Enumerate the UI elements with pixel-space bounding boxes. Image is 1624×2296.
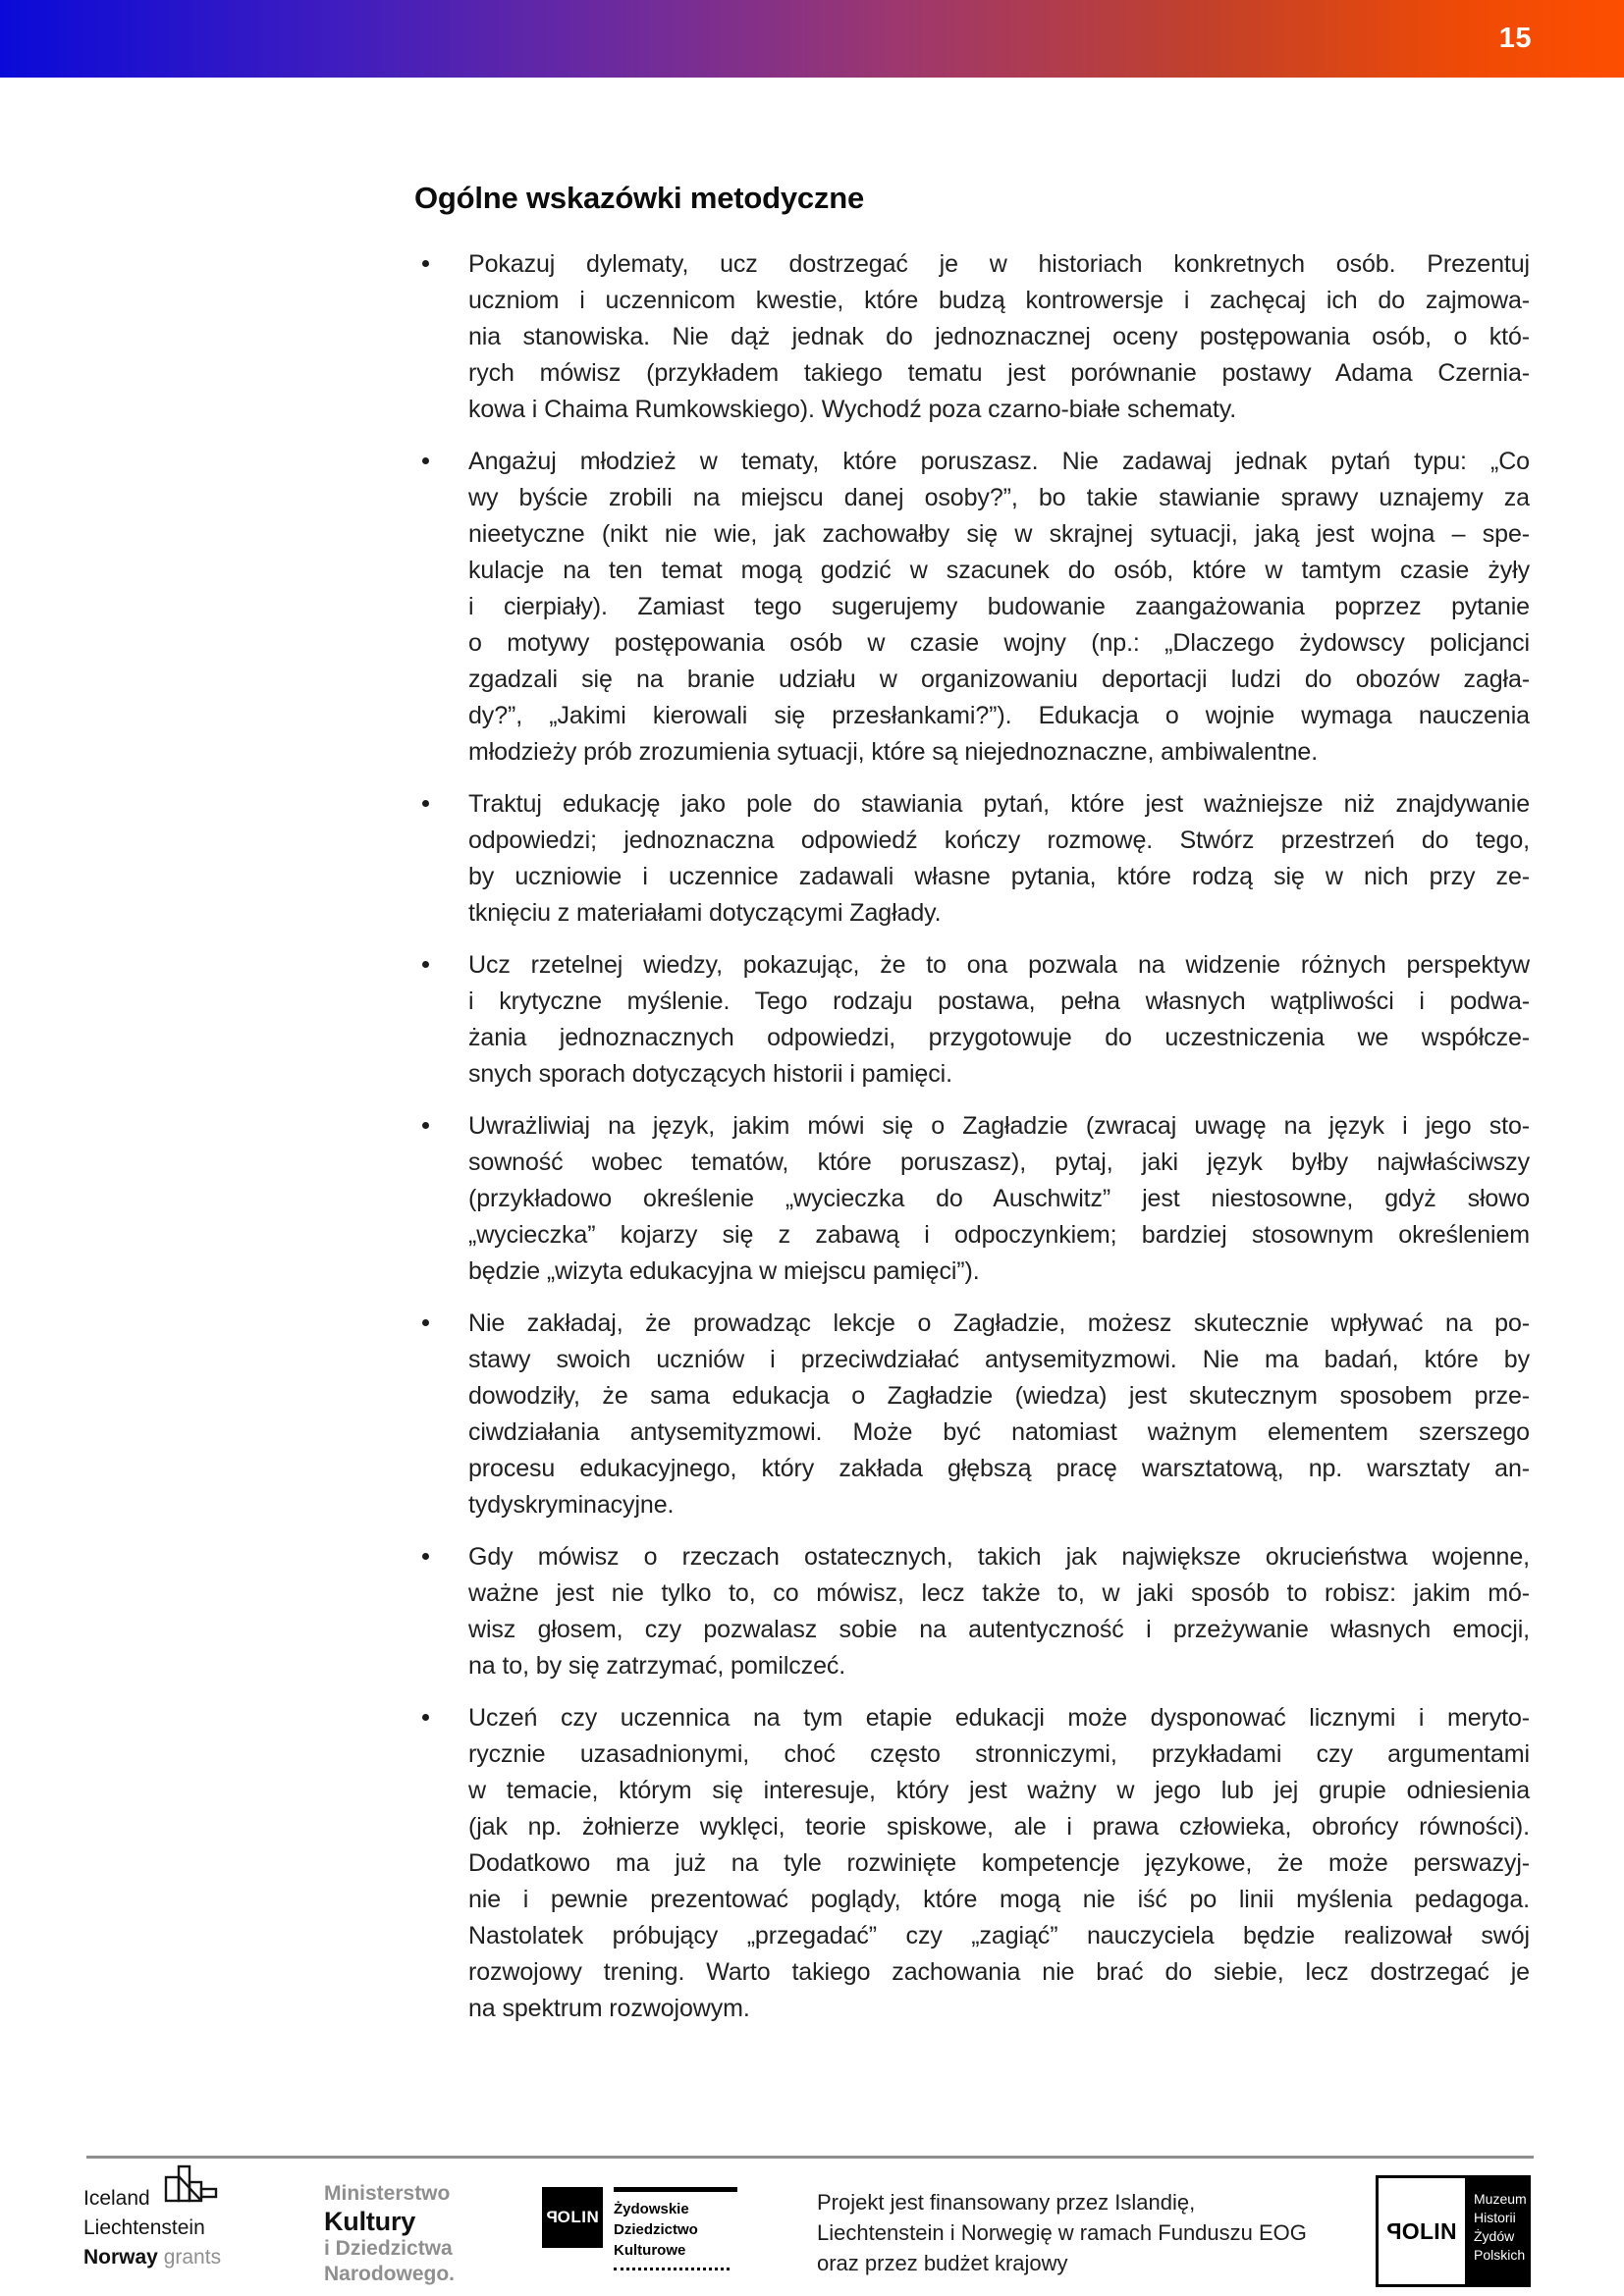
bullet-item (414, 786, 1530, 932)
bullet-text (468, 1108, 1530, 1290)
text-line: kulacje na ten temat mogą godzić w szacunek do osób, które w tamtym czasie żyły (468, 557, 1530, 584)
bullet-text (468, 1306, 1530, 1523)
bullet-item (414, 947, 1530, 1093)
text-line: o motywy postępowania osób w czasie wojny (np.: „Dlaczego żydowscy policjanci (468, 629, 1530, 657)
text-line: rycznie uzasadnionymi, choć często stronniczymi, przykładami czy argumentami (468, 1740, 1530, 1768)
flipped-letter: P (545, 2208, 558, 2226)
text-line: nia stanowiska. Nie dąż jednak do jednoznacznej oceny postępowania osób, o któ- (468, 323, 1530, 350)
bullet-dot-icon (422, 1122, 429, 1129)
bullet-item (414, 246, 1530, 428)
text-line: wisz głosem, czy pozwalasz sobie na autentyczność i przeżywanie własnych emocji, (468, 1616, 1530, 1643)
text-line: ważne jest nie tylko to, co mówisz, lecz także to, w jaki sposób to robisz: jakim mó- (468, 1579, 1530, 1607)
text-line: Projekt jest finansowany przez Islandię, (817, 2190, 1196, 2215)
text-line: na spektrum rozwojowym. (468, 1995, 750, 2022)
bullet-item (414, 1700, 1530, 2027)
ministry-line-3: i Dziedzictwa (324, 2237, 453, 2260)
text-line: młodzieży prób zrozumienia sytuacji, które są niejednoznaczne, ambiwalentne. (468, 738, 1319, 766)
text-line: rozwojowy trening. Warto takiego zachowania nie brać do siebie, lecz dostrzegać je (468, 1958, 1530, 1986)
text-line: ciwdziałania antysemityzmowi. Może być natomiast ważnym elementem szerszego (468, 1418, 1530, 1446)
text-line: i cierpiały). Zamiast tego sugerujemy budowanie zaangażowania poprzez pytanie (468, 593, 1530, 620)
text-line: kowa i Chaima Rumkowskiego). Wychodź poza czarno-białe schematy. (468, 396, 1237, 423)
heritage-dotted-line (614, 2268, 730, 2270)
eea-line-norway-grants (83, 2243, 221, 2272)
text-line: dowodziły, że sama edukacja o Zagładzie (wiedza) jest skutecznym sposobem prze- (468, 1382, 1530, 1410)
polin-square-icon: P OLIN (542, 2187, 603, 2248)
heritage-top-bar (614, 2187, 737, 2192)
museum-text-block (1465, 2178, 1528, 2284)
text-line: procesu edukacyjnego, który zakłada głębszą pracę warsztatową, np. warsztaty an- (468, 1455, 1530, 1482)
text-line: tknięciu z materiałami dotyczącymi Zagłady. (468, 899, 942, 927)
footer-divider (86, 2156, 1534, 2159)
eea-grants-logo (83, 2184, 221, 2272)
bullet-dot-icon (422, 1553, 429, 1560)
text-line: nie i pewnie prezentować poglądy, które mogą nie iść po linii myślenia pedagoga. (468, 1886, 1530, 1913)
text-line: tydyskryminacyjne. (468, 1491, 675, 1519)
text-line: uczniom i uczennicom kwestie, które budzą kontrowersje i zachęcaj ich do zajmowa- (468, 287, 1530, 314)
text-line: Muzeum (1474, 2191, 1527, 2207)
bullet-text (468, 947, 1530, 1093)
bullet-dot-icon (422, 800, 429, 807)
bullet-item (414, 1539, 1530, 1684)
text-line: nieetyczne (nikt nie wie, jak zachowałby się w skrajnej sytuacji, jaką jest wojna – spe- (468, 520, 1530, 548)
text-line: by uczniowie i uczennice zadawali własne pytania, które rodzą się w nich przy ze- (468, 863, 1530, 890)
text-line: żania jednoznacznych odpowiedzi, przygotowuje do uczestniczenia we współcze- (468, 1024, 1530, 1051)
text-line: Dodatkowo ma już na tyle rozwinięte kompetencje językowe, że może perswazyj- (468, 1849, 1530, 1877)
text-line: Gdy mówisz o rzeczach ostatecznych, takich jak największe okrucieństwa wojenne, (468, 1543, 1530, 1571)
bullet-text (468, 444, 1530, 771)
text-line: wy byście zrobili na miejscu danej osoby?”, bo takie stawianie sprawy uznajemy za (468, 484, 1530, 511)
bullet-item (414, 1306, 1530, 1523)
bullet-item (414, 1108, 1530, 1290)
text-line: (jak np. żołnierze wyklęci, teorie spiskowe, ale i prawa człowieka, obrońcy równości). (468, 1813, 1530, 1841)
text-line: Nie zakładaj, że prowadząc lekcje o Zagładzie, możesz skutecznie wpływać na po- (468, 1309, 1530, 1337)
funding-statement (817, 2187, 1307, 2278)
polin-museum-logo (1376, 2175, 1531, 2287)
text-line: na to, by się zatrzymać, pomilczeć. (468, 1652, 846, 1680)
polin-wordmark: P OLIN (1386, 2217, 1457, 2244)
text-line: dy?”, „Jakimi kierowali się przesłankami?”). Edukacja o wojnie wymaga nauczenia (468, 702, 1530, 729)
text-line: rych mówisz (przykładem takiego tematu jest porównanie postawy Adama Czernia- (468, 359, 1530, 387)
bullet-dot-icon (422, 961, 429, 968)
text-line: Traktuj edukację jako pole do stawiania pytań, które jest ważniejsze niż znajdywanie (468, 790, 1530, 818)
eea-grants-icon (164, 2164, 219, 2220)
text-line: Kulturowe (614, 2242, 686, 2259)
text-line: Historii (1474, 2210, 1516, 2225)
flipped-letter: P (1386, 2217, 1402, 2244)
ministry-line-1: Ministerstwo (324, 2182, 451, 2205)
jewish-cultural-heritage-logo (542, 2187, 737, 2270)
text-line: Pokazuj dylematy, ucz dostrzegać je w historiach konkretnych osób. Prezentuj (468, 250, 1530, 278)
bullet-item (414, 444, 1530, 771)
bullet-dot-icon (422, 260, 429, 267)
page-number: 15 (1498, 23, 1532, 54)
ministry-line-2: Kultury (324, 2207, 416, 2236)
bullet-dot-icon (422, 1714, 429, 1721)
text-line: Uwrażliwiaj na język, jakim mówi się o Zagładzie (zwracaj uwagę na język i jego sto- (468, 1112, 1530, 1140)
heritage-lines (614, 2199, 737, 2261)
text-line: Uczeń czy uczennica na tym etapie edukacji może dysponować licznymi i meryto- (468, 1704, 1530, 1732)
text-line: będzie „wizyta edukacyjna w miejscu pamięci”). (468, 1257, 980, 1285)
text-line: odpowiedzi; jednoznaczna odpowiedź kończy rozmowę. Stwórz przestrzeń do tego, (468, 827, 1530, 854)
text-line: Ucz rzetelnej wiedzy, pokazując, że to ona pozwala na widzenie różnych perspektyw (468, 951, 1530, 979)
ministry-of-culture-logo (324, 2181, 455, 2287)
text-line: snych sporach dotyczących historii i pamięci. (468, 1060, 952, 1088)
text-line: zgadzali się na branie udziału w organizowaniu deportacji ludzi do obozów zagła- (468, 666, 1530, 693)
page-title: Ogólne wskazówki metodyczne (414, 181, 864, 215)
heritage-text-column (614, 2187, 737, 2270)
eea-line-liechtenstein: Liechtenstein (83, 2216, 205, 2239)
text-line: i krytyczne myślenie. Tego rodzaju postawa, pełna własnych wątpliwości i podwa- (468, 988, 1530, 1015)
text-line: Angażuj młodzież w tematy, które poruszasz. Nie zadawaj jednak pytań typu: „Co (468, 448, 1530, 475)
text-line: Polskich (1474, 2247, 1526, 2263)
bullet-text (468, 1539, 1530, 1684)
text-line: w temacie, którym się interesuje, który jest ważny w jego lub jej grupie odniesienia (468, 1777, 1530, 1804)
text-line: „wycieczka” kojarzy się z zabawą i odpoczynkiem; bardziej stosownym określeniem (468, 1221, 1530, 1249)
text-line: Liechtenstein i Norwegię w ramach Funduszu EOG (817, 2220, 1307, 2245)
text-line: Żydów (1474, 2228, 1515, 2244)
text-line: (przykładowo określenie „wycieczka do Auschwitz” jest niestosowne, gdyż słowo (468, 1185, 1530, 1212)
bullet-text (468, 786, 1530, 932)
page-header-bar (0, 0, 1624, 78)
text-line: Żydowskie (614, 2201, 689, 2217)
bullet-list (414, 246, 1530, 2027)
eea-norway: Norway (83, 2246, 158, 2269)
bullet-text (468, 1700, 1530, 2027)
bullet-dot-icon (422, 1319, 429, 1326)
eea-line-iceland: Iceland (83, 2187, 150, 2210)
text-line: sowność wobec tematów, które poruszasz), pytaj, jaki język byłby najwłaściwszy (468, 1148, 1530, 1176)
eea-grants: grants (163, 2246, 222, 2269)
bullet-dot-icon (422, 457, 429, 464)
text-line: stawy swoich uczniów i przeciwdziałać antysemityzmowi. Nie ma badań, które by (468, 1346, 1530, 1373)
text-line: Nastolatek próbujący „przegadać” czy „zagiąć” nauczyciela będzie realizował swój (468, 1922, 1530, 1949)
text-line: oraz przez budżet krajowy (817, 2251, 1068, 2275)
ministry-line-4: Narodowego. (324, 2263, 456, 2285)
text-line: Dziedzictwo (614, 2221, 698, 2238)
bullet-text (468, 246, 1530, 428)
